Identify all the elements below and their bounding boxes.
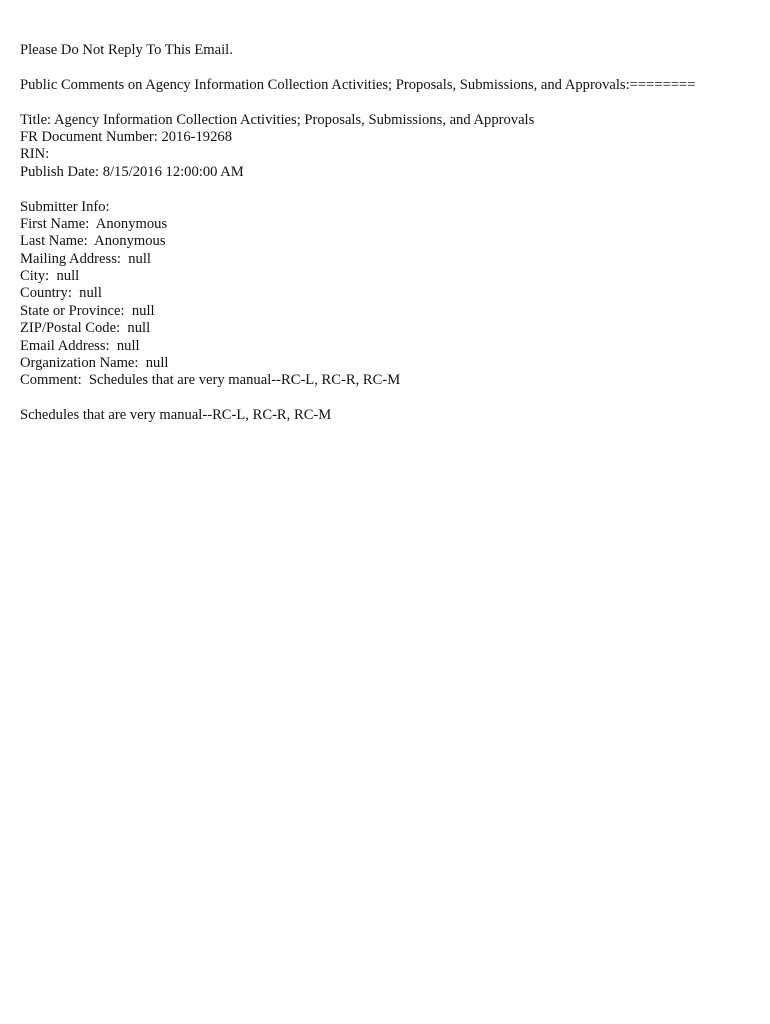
submitter-info	[20, 199, 750, 390]
spacer	[20, 390, 750, 407]
comments-heading: Public Comments on Agency Information Collection Activities; Proposals, Submissions, and Approvals:========	[20, 76, 696, 93]
state-or-province: State or Province: null	[20, 302, 155, 319]
comment: Comment: Schedules that are very manual--RC-L, RC-R, RC-M	[20, 372, 401, 389]
email-address: Email Address: null	[20, 337, 140, 354]
organization-name: Organization Name: null	[20, 355, 169, 372]
country: Country: null	[20, 285, 102, 302]
city: City: null	[20, 268, 80, 285]
publish-date: Publish Date: 8/15/2016 12:00:00 AM	[20, 163, 244, 180]
fr-document-number: FR Document Number: 2016-19268	[20, 128, 232, 145]
zip-postal-code: ZIP/Postal Code: null	[20, 320, 151, 337]
document-info	[20, 112, 750, 182]
first-name: First Name: Anonymous	[20, 215, 168, 232]
rin: RIN:	[20, 146, 50, 163]
document-title: Title: Agency Information Collection Activities; Proposals, Submissions, and Approvals	[20, 111, 535, 128]
email-document	[20, 42, 750, 425]
spacer	[20, 181, 750, 198]
mailing-address: Mailing Address: null	[20, 250, 151, 267]
comment-body: Schedules that are very manual--RC-L, RC-R, RC-M	[20, 407, 332, 424]
last-name: Last Name: Anonymous	[20, 233, 166, 250]
spacer	[20, 94, 750, 111]
spacer	[20, 59, 750, 76]
do-not-reply-notice: Please Do Not Reply To This Email.	[20, 42, 233, 58]
submitter-info-header: Submitter Info:	[20, 198, 110, 215]
